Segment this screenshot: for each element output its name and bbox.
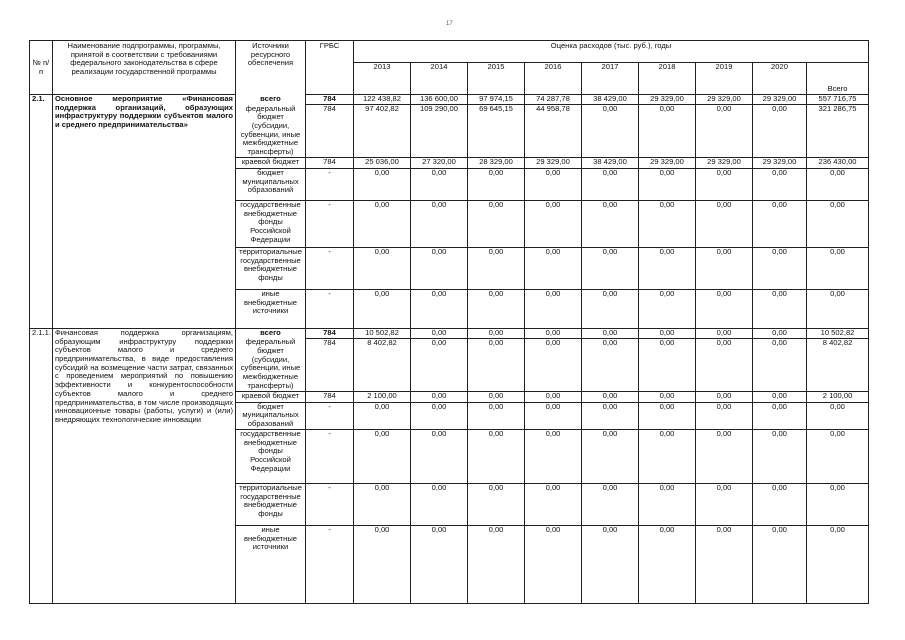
- total-value: 0,00: [807, 289, 869, 328]
- year-value: 0,00: [753, 168, 807, 200]
- header-row-1: [30, 41, 869, 63]
- year-value: 0,00: [411, 200, 468, 247]
- year-value: 0,00: [639, 289, 696, 328]
- measure-name: Основное мероприятие «Финансовая поддержка организаций, образующих инфраструктуру поддержки субъектов малого и среднего предпринимательства»: [53, 95, 236, 329]
- year-value: 0,00: [696, 525, 753, 603]
- year-value: 0,00: [753, 402, 807, 429]
- year-value: 0,00: [753, 247, 807, 289]
- header-year: 2015: [468, 63, 525, 95]
- year-value: 0,00: [468, 338, 525, 391]
- year-value: 74 287,78: [525, 95, 582, 105]
- year-value: 0,00: [696, 338, 753, 391]
- page-number: 17: [446, 21, 453, 27]
- grbs-code: -: [306, 168, 354, 200]
- year-value: 27 320,00: [411, 157, 468, 168]
- year-value: 0,00: [639, 105, 696, 158]
- year-value: 0,00: [639, 429, 696, 483]
- total-value: 2 100,00: [807, 391, 869, 402]
- total-value: 0,00: [807, 200, 869, 247]
- grbs-code: 784: [306, 157, 354, 168]
- year-value: 0,00: [639, 525, 696, 603]
- funding-source: территориальные государственные внебюджетные фонды: [236, 247, 306, 289]
- total-value: 0,00: [807, 168, 869, 200]
- year-value: 0,00: [525, 328, 582, 338]
- year-value: 28 329,00: [468, 157, 525, 168]
- year-value: 0,00: [696, 247, 753, 289]
- year-value: 0,00: [582, 247, 639, 289]
- expense-table: [29, 40, 869, 604]
- year-value: 0,00: [753, 391, 807, 402]
- year-value: 0,00: [753, 338, 807, 391]
- header-year: 2016: [525, 63, 582, 95]
- year-value: 0,00: [639, 402, 696, 429]
- header-year: 2017: [582, 63, 639, 95]
- grbs-code: 784: [306, 338, 354, 391]
- year-value: 0,00: [582, 289, 639, 328]
- year-value: 0,00: [411, 402, 468, 429]
- measure-name: Финансовая поддержка организациям, образующим инфраструктуру поддержки субъектов малого и среднего предпринимательства, в виде предоставления субсидий на возмещение части затрат, связанных с проведением мероприятий по повышению эффективности и конкурентоспособности субъектов малого и среднего предпринимательства, в том числе производящих инновационные товары (работы, услуги) и (или) внедряющих технологические инновации: [53, 328, 236, 603]
- grbs-code: 784: [306, 95, 354, 105]
- year-value: 29 329,00: [753, 157, 807, 168]
- funding-source: бюджет муниципальных образований: [236, 168, 306, 200]
- year-value: 0,00: [525, 289, 582, 328]
- grbs-code: 784: [306, 391, 354, 402]
- header-year: 2013: [354, 63, 411, 95]
- funding-source: всего: [236, 328, 306, 338]
- year-value: 0,00: [753, 328, 807, 338]
- year-value: 0,00: [468, 483, 525, 525]
- year-value: 0,00: [525, 338, 582, 391]
- year-value: 0,00: [696, 168, 753, 200]
- total-value: 0,00: [807, 429, 869, 483]
- year-value: 0,00: [696, 483, 753, 525]
- funding-source: федеральный бюджет (субсидии, субвенции, иные межбюджетные трансферты): [236, 338, 306, 391]
- header-year: 2020: [753, 63, 807, 95]
- year-value: 0,00: [411, 429, 468, 483]
- year-value: 0,00: [753, 429, 807, 483]
- year-value: 0,00: [354, 289, 411, 328]
- year-value: 0,00: [525, 391, 582, 402]
- year-value: 0,00: [525, 402, 582, 429]
- year-value: 0,00: [354, 247, 411, 289]
- total-value: 10 502,82: [807, 328, 869, 338]
- year-value: 0,00: [468, 525, 525, 603]
- year-value: 38 429,00: [582, 157, 639, 168]
- year-value: 44 958,78: [525, 105, 582, 158]
- year-value: 0,00: [468, 247, 525, 289]
- funding-source: государственные внебюджетные фонды Российской Федерации: [236, 429, 306, 483]
- year-value: 29 329,00: [696, 157, 753, 168]
- year-value: 0,00: [525, 200, 582, 247]
- grbs-code: -: [306, 429, 354, 483]
- year-value: 29 329,00: [639, 157, 696, 168]
- funding-source: иные внебюджетные источники: [236, 525, 306, 603]
- funding-source: иные внебюджетные источники: [236, 289, 306, 328]
- year-value: 29 329,00: [696, 95, 753, 105]
- year-value: 0,00: [354, 168, 411, 200]
- row-number: 2.1.: [30, 95, 53, 329]
- grbs-code: -: [306, 402, 354, 429]
- year-value: 97 402,82: [354, 105, 411, 158]
- year-value: 0,00: [582, 200, 639, 247]
- year-value: 0,00: [468, 402, 525, 429]
- total-value: 557 716,75: [807, 95, 869, 105]
- year-value: 0,00: [582, 168, 639, 200]
- year-value: 0,00: [468, 328, 525, 338]
- funding-source: территориальные государственные внебюджетные фонды: [236, 483, 306, 525]
- header-total: Всего: [807, 63, 869, 95]
- table-row: [30, 328, 869, 338]
- header-grbs: ГРБС: [306, 41, 354, 95]
- year-value: 0,00: [582, 525, 639, 603]
- year-value: 0,00: [696, 429, 753, 483]
- year-value: 0,00: [753, 105, 807, 158]
- year-value: 0,00: [639, 168, 696, 200]
- funding-source: федеральный бюджет (субсидии, субвенции, иные межбюджетные трансферты): [236, 105, 306, 158]
- total-value: 0,00: [807, 525, 869, 603]
- year-value: 0,00: [753, 289, 807, 328]
- total-value: 321 286,75: [807, 105, 869, 158]
- year-value: 38 429,00: [582, 95, 639, 105]
- year-value: 0,00: [525, 525, 582, 603]
- year-value: 0,00: [354, 483, 411, 525]
- grbs-code: -: [306, 289, 354, 328]
- year-value: 0,00: [411, 483, 468, 525]
- year-value: 0,00: [582, 391, 639, 402]
- total-value: 236 430,00: [807, 157, 869, 168]
- year-value: 136 600,00: [411, 95, 468, 105]
- year-value: 2 100,00: [354, 391, 411, 402]
- year-value: 0,00: [525, 247, 582, 289]
- year-value: 0,00: [696, 200, 753, 247]
- grbs-code: -: [306, 483, 354, 525]
- funding-source: всего: [236, 95, 306, 105]
- total-value: 0,00: [807, 483, 869, 525]
- total-value: 0,00: [807, 402, 869, 429]
- year-value: 0,00: [411, 525, 468, 603]
- year-value: 0,00: [468, 391, 525, 402]
- year-value: 0,00: [582, 328, 639, 338]
- funding-source: краевой бюджет: [236, 391, 306, 402]
- year-value: 0,00: [696, 289, 753, 328]
- year-value: 0,00: [639, 247, 696, 289]
- header-nn: № п/п: [30, 41, 53, 95]
- year-value: 10 502,82: [354, 328, 411, 338]
- year-value: 0,00: [411, 391, 468, 402]
- year-value: 0,00: [582, 105, 639, 158]
- year-value: 0,00: [582, 338, 639, 391]
- year-value: 29 329,00: [753, 95, 807, 105]
- grbs-code: -: [306, 200, 354, 247]
- year-value: 0,00: [696, 328, 753, 338]
- year-value: 97 974,15: [468, 95, 525, 105]
- year-value: 0,00: [468, 168, 525, 200]
- grbs-code: -: [306, 525, 354, 603]
- year-value: 0,00: [582, 402, 639, 429]
- funding-source: бюджет муниципальных образований: [236, 402, 306, 429]
- year-value: 109 290,00: [411, 105, 468, 158]
- header-sources: Источники ресурсного обеспечения: [236, 41, 306, 95]
- total-value: 8 402,82: [807, 338, 869, 391]
- year-value: 0,00: [696, 105, 753, 158]
- table-row: [30, 95, 869, 105]
- year-value: 0,00: [354, 200, 411, 247]
- year-value: 0,00: [639, 200, 696, 247]
- year-value: 29 329,00: [639, 95, 696, 105]
- year-value: 122 438,82: [354, 95, 411, 105]
- grbs-code: 784: [306, 328, 354, 338]
- year-value: 0,00: [411, 289, 468, 328]
- year-value: 0,00: [639, 338, 696, 391]
- row-number: 2.1.1.: [30, 328, 53, 603]
- header-year: 2019: [696, 63, 753, 95]
- year-value: 8 402,82: [354, 338, 411, 391]
- header-year: 2018: [639, 63, 696, 95]
- year-value: 25 036,00: [354, 157, 411, 168]
- header-name: Наименование подпрограммы, программы, принятой в соответствии с требованиями федерального законодательства в сфере реализации государственной программы: [53, 41, 236, 95]
- year-value: 0,00: [639, 328, 696, 338]
- funding-source: краевой бюджет: [236, 157, 306, 168]
- year-value: 0,00: [753, 525, 807, 603]
- year-value: 0,00: [468, 429, 525, 483]
- year-value: 0,00: [582, 429, 639, 483]
- total-value: 0,00: [807, 247, 869, 289]
- year-value: 29 329,00: [525, 157, 582, 168]
- year-value: 0,00: [753, 200, 807, 247]
- year-value: 0,00: [411, 168, 468, 200]
- year-value: 0,00: [411, 247, 468, 289]
- year-value: 0,00: [354, 402, 411, 429]
- year-value: 0,00: [696, 402, 753, 429]
- year-value: 69 645,15: [468, 105, 525, 158]
- year-value: 0,00: [639, 483, 696, 525]
- grbs-code: -: [306, 247, 354, 289]
- year-value: 0,00: [411, 338, 468, 391]
- year-value: 0,00: [639, 391, 696, 402]
- year-value: 0,00: [753, 483, 807, 525]
- year-value: 0,00: [525, 483, 582, 525]
- year-value: 0,00: [696, 391, 753, 402]
- year-value: 0,00: [525, 168, 582, 200]
- year-value: 0,00: [411, 328, 468, 338]
- header-estimate: Оценка расходов (тыс. руб.), годы: [354, 41, 869, 63]
- year-value: 0,00: [468, 289, 525, 328]
- year-value: 0,00: [354, 525, 411, 603]
- funding-source: государственные внебюджетные фонды Российской Федерации: [236, 200, 306, 247]
- grbs-code: 784: [306, 105, 354, 158]
- header-year: 2014: [411, 63, 468, 95]
- year-value: 0,00: [354, 429, 411, 483]
- year-value: 0,00: [582, 483, 639, 525]
- year-value: 0,00: [525, 429, 582, 483]
- year-value: 0,00: [468, 200, 525, 247]
